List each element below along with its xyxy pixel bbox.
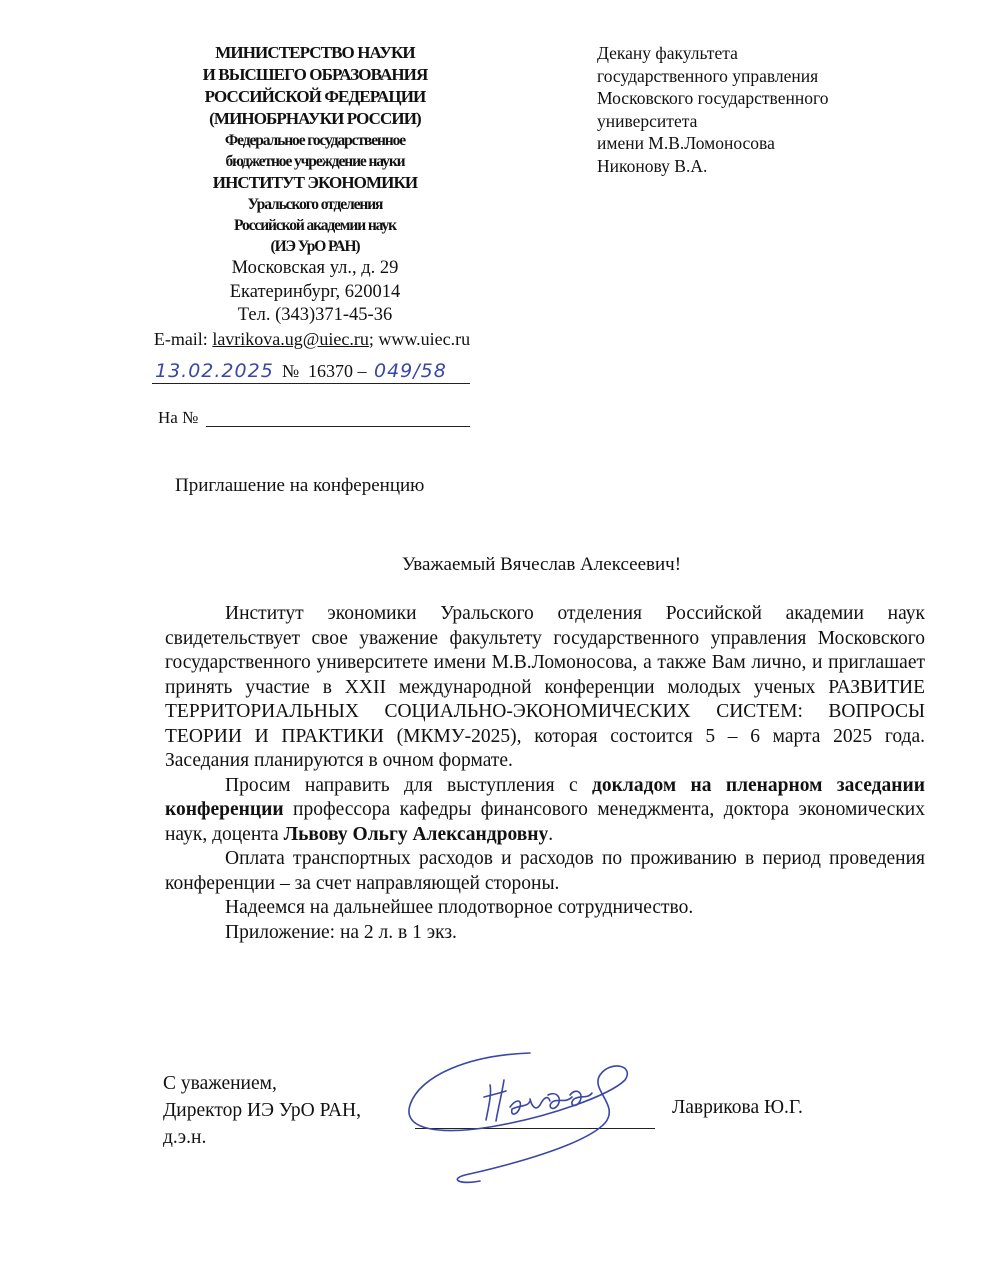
registration-underline xyxy=(152,383,470,384)
ministry-line: (МИНОБРНАУКИ РОССИИ) xyxy=(209,109,421,128)
ministry-line: И ВЫСШЕГО ОБРАЗОВАНИЯ xyxy=(202,65,428,84)
institute-name: ИНСТИТУТ ЭКОНОМИКИ xyxy=(212,173,418,192)
handwritten-signature xyxy=(380,1035,660,1195)
address-line: Московская ул., д. 29 xyxy=(231,258,399,278)
recipient-line: Никонову В.А. xyxy=(597,155,708,176)
body-text: Просим направить для выступления с xyxy=(225,774,593,796)
branch-line: (ИЭ УрО РАН) xyxy=(270,238,360,255)
reference-label: На № xyxy=(158,408,199,427)
letter-body xyxy=(165,602,925,945)
ministry-line: МИНИСТЕРСТВО НАУКИ xyxy=(215,43,415,62)
recipient-line: университета xyxy=(597,110,698,131)
registration-suffix: 049/58 xyxy=(374,360,447,382)
body-paragraph: Надеемся на дальнейшее плодотворное сотрудничество. xyxy=(225,897,694,918)
body-text: профессора кафедры финансового менеджмента, доктора экономических наук, доцента xyxy=(165,799,925,845)
address-line: Екатеринбург, 620014 xyxy=(229,281,401,302)
registration-line xyxy=(152,360,472,386)
registration-number: 16370 – xyxy=(308,361,367,381)
recipient-line: государственного управления xyxy=(597,65,819,86)
body-emphasis: докладом на пленарном заседании конференции xyxy=(165,774,925,820)
number-sign: № xyxy=(282,361,300,381)
letter-subject: Приглашение на конференцию xyxy=(175,475,425,496)
recipient-line: Декану факультета xyxy=(597,43,738,63)
body-paragraph: Оплата транспортных расходов и расходов по проживанию в период проведения конференции – за счет направляющей стороны. xyxy=(165,848,925,894)
website: ; www.uiec.ru xyxy=(368,328,471,349)
email-label: E-mail: xyxy=(153,328,213,349)
speaker-name: Львову Ольгу Александровну xyxy=(283,823,549,845)
signer-name: Лаврикова Ю.Г. xyxy=(672,1097,803,1118)
recipient-line: имени М.В.Ломоносова xyxy=(597,133,775,153)
reference-line xyxy=(158,408,198,428)
email-link[interactable]: lavrikova.ug@uiec.ru xyxy=(212,328,369,349)
body-paragraph: Приложение: на 2 л. в 1 экз. xyxy=(225,921,457,943)
reference-underline xyxy=(206,426,470,427)
signer-position: Директор ИЭ УрО РАН, xyxy=(163,1100,362,1121)
branch-line: Российской академии наук xyxy=(234,217,396,234)
signer-degree: д.э.н. xyxy=(163,1127,207,1148)
recipient-line: Московского государственного xyxy=(597,88,829,108)
signature-block xyxy=(163,1070,361,1151)
closing: С уважением, xyxy=(163,1073,277,1094)
branch-line: Уральского отделения xyxy=(247,196,383,213)
phone-line: Тел. (343)371-45-36 xyxy=(237,305,393,325)
org-type-line: Федеральное государственное xyxy=(224,132,406,149)
org-type-line: бюджетное учреждение науки xyxy=(225,153,405,170)
ministry-line: РОССИЙСКОЙ ФЕДЕРАЦИИ xyxy=(204,87,426,106)
letterhead xyxy=(140,42,490,351)
body-paragraph: Институт экономики Уральского отделения Российской академии наук свидетельствует свое уважение факультету государственного управления Московского государственного университете имени М.В.Ломоносова, а также Вам лично, и приглашает принять участие в XXII международной конференции молодых ученых РАЗВИТИЕ ТЕРРИТОРИАЛЬНЫХ СОЦИАЛЬНО-ЭКОНОМИЧЕСКИХ СИСТЕМ: ВОПРОСЫ ТЕОРИИ И ПРАКТИКИ (МКМУ-2025), которая состоится 5 – 6 марта 2025 года. Заседания планируются в очном формате. xyxy=(165,603,925,771)
contact-line xyxy=(134,328,490,351)
registration-date: 13.02.2025 xyxy=(155,360,274,382)
greeting: Уважаемый Вячеслав Алексеевич! xyxy=(401,554,682,575)
body-paragraph xyxy=(165,774,925,848)
recipient-block xyxy=(597,42,927,177)
body-text: . xyxy=(548,823,554,845)
